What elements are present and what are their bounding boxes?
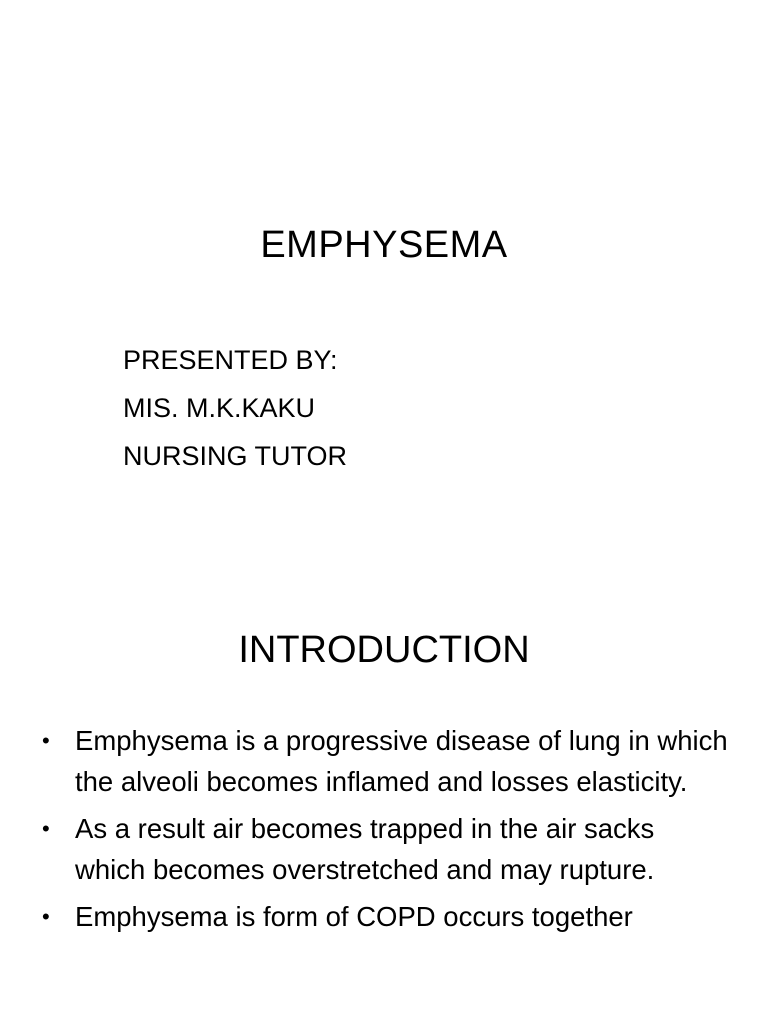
- bullet-list: [0, 720, 768, 943]
- bullet-text: As a result air becomes trapped in the air sacks which becomes overstretched and may rupture.: [75, 813, 655, 885]
- bullet-icon: •: [42, 816, 50, 841]
- bullet-text: Emphysema is form of COPD occurs together: [75, 901, 633, 932]
- section-title: INTRODUCTION: [238, 629, 530, 671]
- presenter-label: PRESENTED BY:: [123, 345, 338, 375]
- bullet-item: [0, 808, 768, 890]
- bullet-icon: •: [42, 728, 50, 753]
- bullet-item: [0, 720, 768, 802]
- introduction-slide: [0, 590, 768, 1024]
- presenter-role: NURSING TUTOR: [123, 441, 348, 471]
- bullet-item: [0, 896, 768, 937]
- slide-title: EMPHYSEMA: [260, 224, 508, 266]
- bullet-icon: •: [42, 904, 50, 929]
- presenter-name: MIS. M.K.KAKU: [123, 393, 316, 423]
- bullet-text: Emphysema is a progressive disease of lung in which the alveoli becomes inflamed and losses elasticity.: [75, 725, 728, 797]
- presenter-info: [123, 336, 347, 480]
